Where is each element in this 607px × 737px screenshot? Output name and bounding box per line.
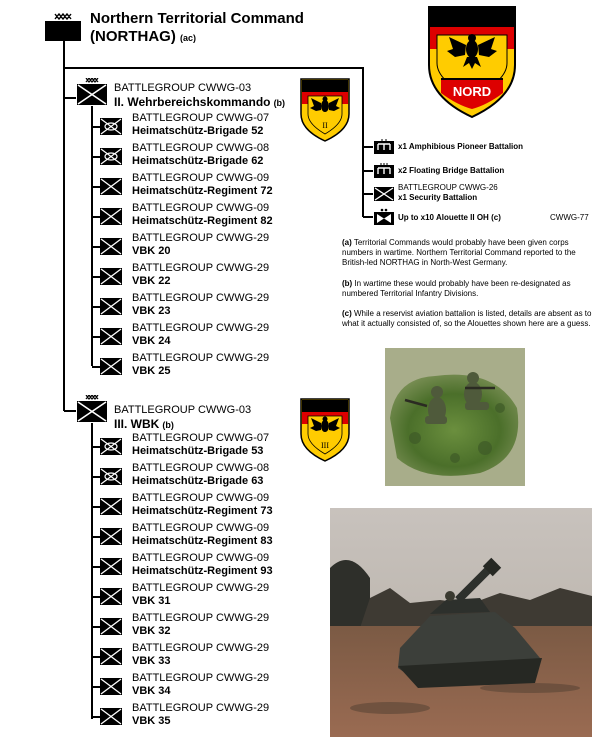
group2-crest-numeral: II [322,121,328,130]
unit-connector [92,276,100,278]
infantry-unit-symbol [100,358,122,375]
unit-battlegroup: BATTLEGROUP CWWG-29 [132,352,270,364]
command-title [90,10,304,47]
unit-connector [92,156,100,158]
support-item-3: BATTLEGROUP CWWG-26 x1 Security Battalion [398,183,498,202]
unit-label [132,642,269,668]
aviation-symbol [374,208,394,225]
support-tick-2 [363,170,373,172]
command-title-line2: (NORTHAG) [90,28,176,45]
unit-battlegroup: BATTLEGROUP CWWG-29 [132,642,270,654]
unit-battlegroup: BATTLEGROUP CWWG-08 [132,462,270,474]
unit-name: Heimatschütz-Brigade 53 [132,445,264,457]
infantry-unit-symbol [100,328,122,345]
unit-name: VBK 20 [132,245,171,257]
support-item-1: x1 Amphibious Pioneer Battalion [398,142,524,151]
command-title-suffix: (ac) [180,33,197,43]
top-branch-line [63,67,363,69]
unit-connector [92,716,100,718]
unit-label [132,232,269,258]
nord-crest-text: NORD [452,84,492,99]
unit-label [132,432,269,458]
group3-battlegroup: BATTLEGROUP CWWG-03 [114,404,252,416]
infantry-unit-symbol [100,588,122,605]
infantry-unit-symbol [100,208,122,225]
support-tick-3 [363,193,373,195]
unit-name: VBK 33 [132,655,171,667]
unit-connector [92,536,100,538]
support-item-2: x2 Floating Bridge Battalion [398,166,505,175]
unit-label [132,112,269,138]
tank-photo [330,508,592,737]
support-tick-4 [363,216,373,218]
unit-battlegroup: BATTLEGROUP CWWG-29 [132,322,270,334]
unit-name: Heimatschütz-Regiment 72 [132,185,273,197]
note-c: (c) While a reservist aviation battalion is listed, details are absent as to what it actually consisted of, so the Alouettes shown here are a guess. [342,309,592,328]
group2-hq-symbol [76,78,108,106]
infantry-unit-symbol [100,528,122,545]
group2-connector [64,97,76,99]
unit-name: Heimatschütz-Brigade 62 [132,155,264,167]
note-a: (a) Territorial Commands would probably have been given corps numbers in wartime. Northern Territorial Command reported to the British-led NORTHAG in North-West Germany. [342,238,576,267]
unit-battlegroup: BATTLEGROUP CWWG-29 [132,232,270,244]
unit-label [132,702,269,728]
unit-battlegroup: BATTLEGROUP CWWG-29 [132,582,270,594]
command-title-line1: Northern Territorial Command [90,10,304,27]
unit-battlegroup: BATTLEGROUP CWWG-29 [132,292,270,304]
unit-name: VBK 22 [132,275,171,287]
group3-vline [91,423,93,719]
group3-crest-numeral: III [321,441,329,450]
unit-connector [92,126,100,128]
infantry-unit-symbol [100,498,122,515]
unit-connector [92,216,100,218]
security-symbol [374,186,394,201]
unit-label [132,142,269,168]
unit-name: Heimatschütz-Regiment 93 [132,565,273,577]
infantry-unit-symbol [100,558,122,575]
unit-label [132,552,273,578]
infantry-unit-symbol [100,648,122,665]
unit-connector [92,366,100,368]
group3-title [114,403,251,432]
unit-battlegroup: BATTLEGROUP CWWG-09 [132,522,270,534]
unit-label [132,492,273,518]
unit-battlegroup: BATTLEGROUP CWWG-29 [132,612,270,624]
group2-vline [91,106,93,366]
unit-connector [92,656,100,658]
group2-title [114,81,285,110]
unit-label [132,202,273,228]
unit-connector [92,336,100,338]
unit-battlegroup: BATTLEGROUP CWWG-07 [132,432,270,444]
note-b: (b) In wartime these would probably have been re-designated as numbered Territorial Infantry Divisions. [342,279,571,298]
unit-battlegroup: BATTLEGROUP CWWG-08 [132,142,270,154]
group3-crest [300,398,350,462]
unit-label [132,582,269,608]
group3-hq-symbol [76,395,108,423]
unit-name: VBK 24 [132,335,171,347]
unit-name: Heimatschütz-Regiment 83 [132,535,273,547]
unit-connector [92,566,100,568]
infantry-unit-symbol [100,618,122,635]
group3-name: III. WBK [114,417,160,431]
group3-suffix: (b) [162,420,174,430]
unit-label [132,462,269,488]
unit-battlegroup: BATTLEGROUP CWWG-09 [132,492,270,504]
infantry-unit-symbol [100,298,122,315]
unit-label [132,672,269,698]
unit-name: VBK 23 [132,305,171,317]
unit-connector [92,446,100,448]
unit-name: VBK 31 [132,595,171,607]
unit-battlegroup: BATTLEGROUP CWWG-29 [132,262,270,274]
unit-name: VBK 32 [132,625,171,637]
unit-label [132,352,269,378]
infantry-unit-symbol [100,268,122,285]
mechanized-unit-symbol [100,118,122,135]
unit-name: Heimatschütz-Regiment 82 [132,215,273,227]
unit-connector [92,686,100,688]
support-item-4: Up to x10 Alouette II OH (c) [398,213,501,222]
unit-connector [92,246,100,248]
nord-crest [427,5,517,119]
mechanized-unit-symbol [100,468,122,485]
unit-name: Heimatschütz-Regiment 73 [132,505,273,517]
unit-label [132,292,269,318]
support-item-4-code: CWWG-77 [550,213,589,222]
unit-label [132,262,269,288]
infantry-unit-symbol [100,178,122,195]
unit-name: Heimatschütz-Brigade 52 [132,125,264,137]
mechanized-unit-symbol [100,148,122,165]
unit-connector [92,476,100,478]
unit-battlegroup: BATTLEGROUP CWWG-29 [132,702,270,714]
unit-battlegroup: BATTLEGROUP CWWG-09 [132,552,270,564]
unit-label [132,172,273,198]
unit-name: VBK 35 [132,715,171,727]
infantry-unit-symbol [100,678,122,695]
bridge-symbol [374,163,394,178]
unit-connector [92,186,100,188]
group2-crest [300,78,350,142]
unit-label [132,322,269,348]
infantry-unit-symbol [100,238,122,255]
unit-battlegroup: BATTLEGROUP CWWG-09 [132,172,270,184]
unit-label [132,522,273,548]
group2-name: II. Wehrbereichskommando [114,95,271,109]
unit-name: VBK 34 [132,685,171,697]
group3-connector [64,410,76,412]
mechanized-unit-symbol [100,438,122,455]
miniatures-photo [385,348,525,486]
unit-connector [92,596,100,598]
group2-battlegroup: BATTLEGROUP CWWG-03 [114,82,252,94]
unit-label [132,612,269,638]
group2-suffix: (b) [273,98,286,108]
unit-name: VBK 25 [132,365,171,377]
support-tick-1 [363,146,373,148]
pioneer-symbol [374,139,394,154]
unit-name: Heimatschütz-Brigade 63 [132,475,264,487]
unit-connector [92,626,100,628]
unit-battlegroup: BATTLEGROUP CWWG-29 [132,672,270,684]
command-hq-symbol [45,13,81,41]
unit-battlegroup: BATTLEGROUP CWWG-07 [132,112,270,124]
unit-connector [92,306,100,308]
infantry-unit-symbol [100,708,122,725]
unit-battlegroup: BATTLEGROUP CWWG-09 [132,202,270,214]
unit-connector [92,506,100,508]
